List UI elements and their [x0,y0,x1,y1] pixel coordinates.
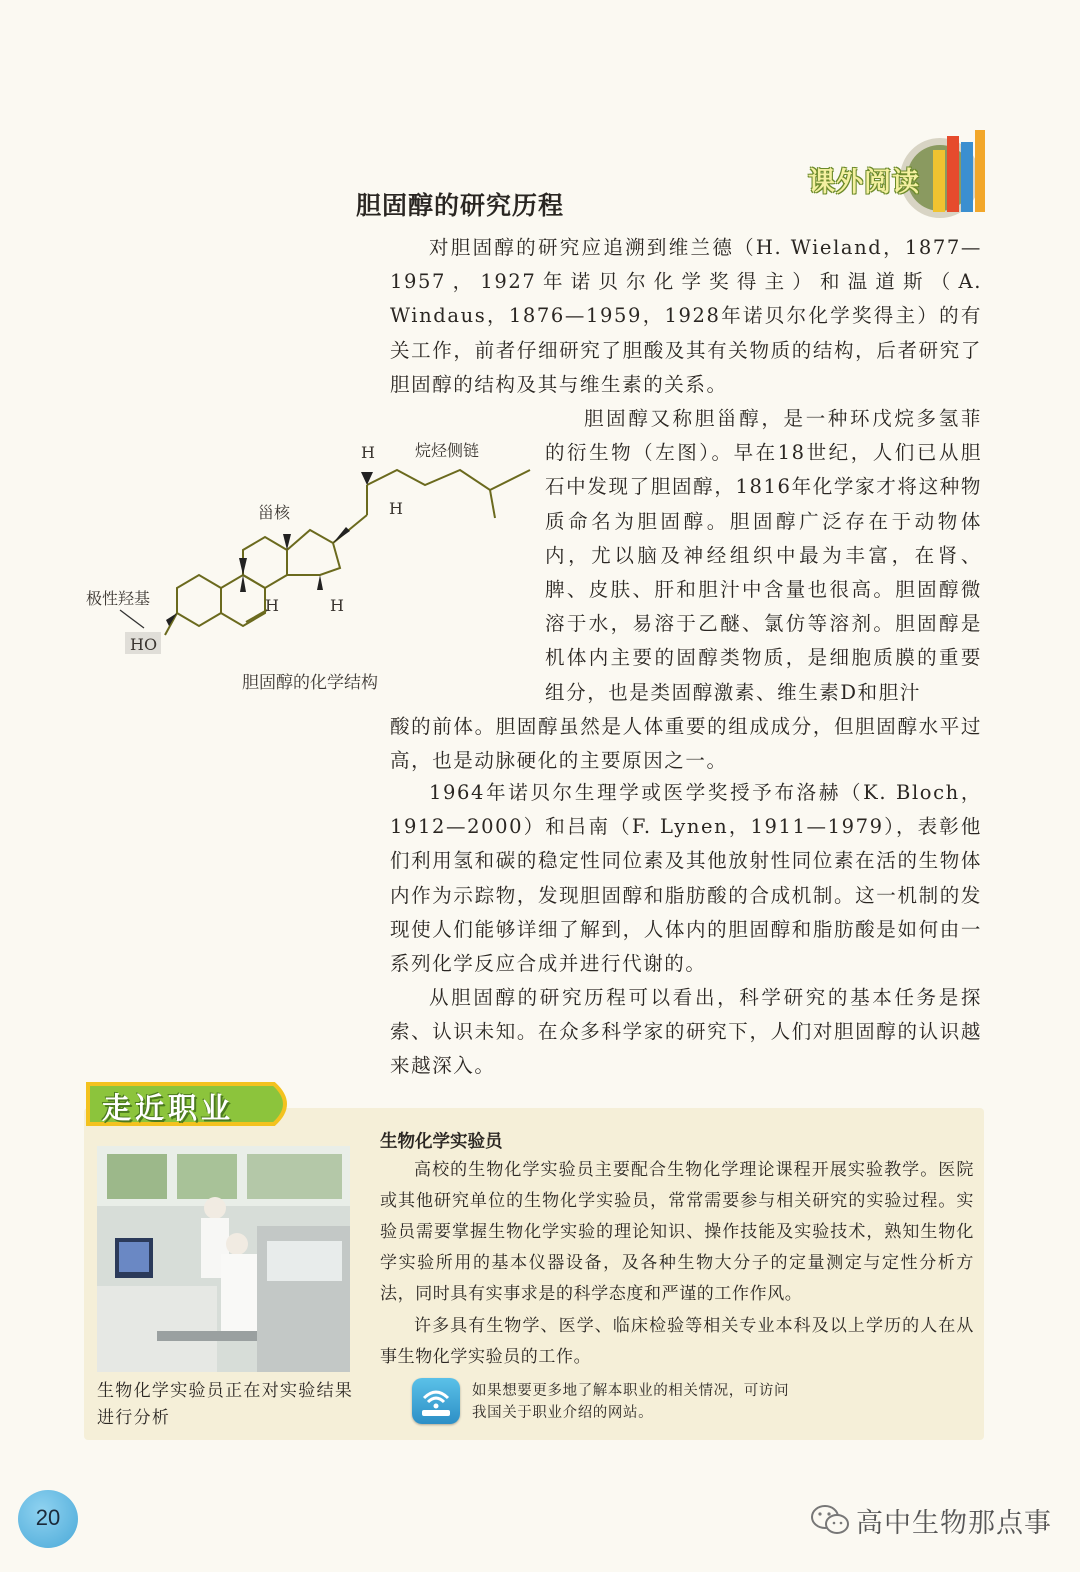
lab-photo [97,1146,350,1372]
h-label-2: H [389,499,403,518]
paragraph-cholesterol-intro: 胆固醇又称胆甾醇，是一种环戊烷多氢菲的衍生物（左图）。早在18世纪，人们已从胆石中发现了胆固醇，1816年化学家才将这种物质命名为胆固醇。胆固醇广泛存在于动物体内，尤以脑及神经组织中最为丰富，在肾、脾、皮肤、肝和胆汁中含量也很高。胆固醇微溶于水，易溶于乙醚、氯仿等溶剂。胆固醇是机体内主要的固醇类物质，是细胞质膜的重要组分，也是类固醇激素、维生素D和胆汁 [545,407,982,704]
diagram-caption: 胆固醇的化学结构 [242,673,378,693]
photo-caption: 生物化学实验员正在对实验结果进行分析 [97,1381,354,1428]
career-paragraph-2: 许多具有生物学、医学、临床检验等相关专业本科及以上学历的人在从事生物化学实验员的工作。 [380,1316,974,1367]
lab-scene-image [97,1146,350,1372]
watermark-text: 高中生物那点事 [856,1507,1052,1539]
watermark [810,1500,1052,1540]
wifi-icon [412,1378,460,1424]
paragraph-conclusion: 从胆固醇的研究历程可以看出，科学研究的基本任务是探索、认识未知。在众多科学家的研究下，人们对胆固醇的认识越来越深入。 [390,986,982,1078]
steroid-core-label: 甾核 [258,503,291,522]
wechat-icon [810,1503,850,1537]
cholesterol-structure-diagram [80,430,540,700]
h-label-3: H [265,596,279,615]
h-label-4: H [330,596,344,615]
badge-label: 课外阅读 [808,167,920,198]
internet-tip-icon [412,1378,460,1424]
side-chain-label: 烷烃侧链 [415,441,480,460]
ho-label: HO [130,635,158,654]
internet-tip-text: 如果想要更多地了解本职业的相关情况，可访问我国关于职业介绍的网站。 [472,1383,790,1421]
polar-group-label: 极性羟基 [86,589,151,608]
career-title: 生物化学实验员 [380,1132,503,1152]
article-title: 胆固醇的研究历程 [356,191,565,220]
page-number: 20 [35,1505,61,1530]
paragraph-nobel-1964: 1964年诺贝尔生理学或医学奖授予布洛赫（K. Bloch，1912—2000）和吕南（F. Lynen，1911—1979），表彰他们利用氢和碳的稳定性同位素及其他放射性同位素在活的生物体内作为示踪物，发现胆固醇和脂肪酸的合成机制。这一机制的发现使人们能够详细了解到，人体内的胆固醇和脂肪酸是如何由一系列化学反应合成并进行代谢的。 [390,781,982,976]
career-banner [84,1080,298,1128]
career-paragraph-1: 高校的生物化学实验员主要配合生物化学理论课程开展实验教学。医院或其他研究单位的生物化学实验员，常常需要参与相关研究的实验过程。实验员需要掌握生物化学实验的理论知识、操作技能及实验技术，熟知生物化学实验所用的基本仪器设备，及各种生物大分子的定量测定与定性分析方法，同时具有实事求是的科学态度和严谨的工作作风。 [380,1160,974,1304]
career-banner-label: 走近职业 [102,1091,235,1125]
page-number-badge [18,1490,78,1548]
paragraph-cholesterol-intro-cont: 酸的前体。胆固醇虽然是人体重要的组成成分，但胆固醇水平过高，也是动脉硬化的主要原因之一。 [390,715,982,773]
cholesterol-structure-svg [80,430,540,700]
paragraph-history: 对胆固醇的研究应追溯到维兰德（H. Wieland，1877—1957，1927年诺贝尔化学奖得主）和温道斯（A. Windaus，1876—1959，1928年诺贝尔化学奖得主）的有关工作，前者仔细研究了胆酸及其有关物质的结构，后者研究了胆固醇的结构及其与维生素的关系。 [390,236,982,396]
h-label-1: H [361,443,375,462]
extracurricular-reading-badge [808,128,990,220]
